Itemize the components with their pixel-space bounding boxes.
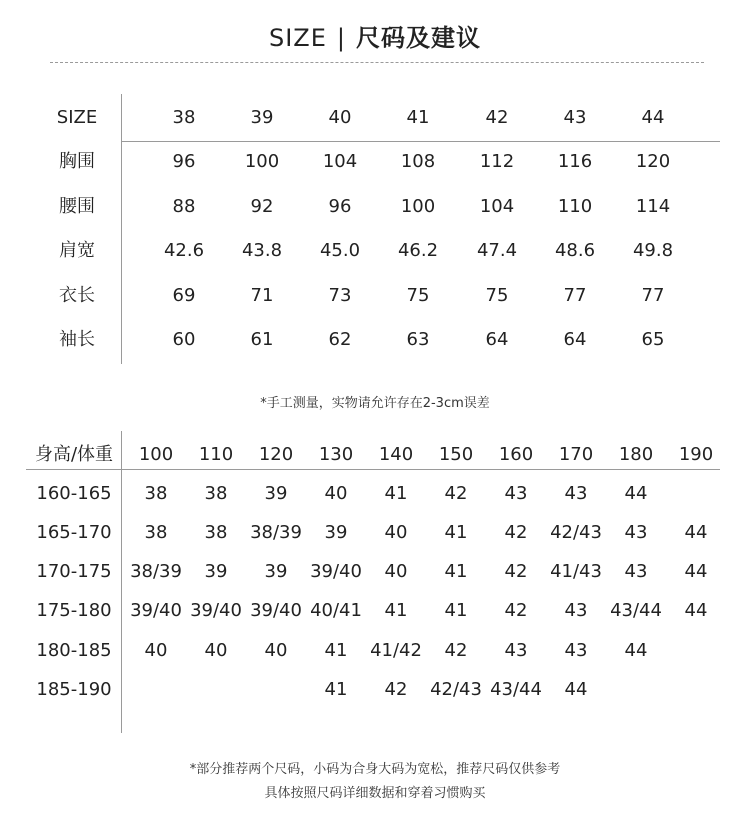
recommend-cell: 43 bbox=[564, 640, 588, 661]
size-cell: 75 bbox=[406, 285, 430, 306]
recommend-cell: 39 bbox=[324, 522, 348, 543]
recommend-cell: 44 bbox=[624, 483, 648, 504]
recommend-header-label: 身高/体重 bbox=[34, 444, 114, 465]
size-cell: 88 bbox=[172, 196, 196, 217]
recommend-header-cell: 130 bbox=[318, 444, 354, 465]
size-row-label: 袖长 bbox=[59, 329, 95, 350]
size-cell: 62 bbox=[328, 329, 352, 350]
recommend-cell: 44 bbox=[564, 679, 588, 700]
size-cell: 43.8 bbox=[241, 240, 283, 261]
recommend-header-cell: 170 bbox=[558, 444, 594, 465]
recommend-cell: 43/44 bbox=[490, 679, 542, 700]
size-cell: 49.8 bbox=[632, 240, 674, 261]
title-en: SIZE bbox=[268, 24, 327, 52]
size-header-cell: 42 bbox=[485, 107, 509, 128]
size-header-cell: 43 bbox=[563, 107, 587, 128]
recommend-cell: 43/44 bbox=[610, 600, 662, 621]
recommend-header-cell: 160 bbox=[498, 444, 534, 465]
size-cell: 75 bbox=[485, 285, 509, 306]
size-cell: 77 bbox=[641, 285, 665, 306]
size-header-cell: 39 bbox=[250, 107, 274, 128]
recommend-cell: 41/42 bbox=[370, 640, 422, 661]
recommend-cell: 40 bbox=[324, 483, 348, 504]
size-cell: 47.4 bbox=[476, 240, 518, 261]
recommend-cell: 39/40 bbox=[190, 600, 242, 621]
recommend-cell: 38 bbox=[144, 483, 168, 504]
size-header-cell: 41 bbox=[406, 107, 430, 128]
size-cell: 100 bbox=[244, 151, 280, 172]
title-divider bbox=[50, 62, 704, 63]
recommend-cell: 39/40 bbox=[250, 600, 302, 621]
recommend-cell: 39 bbox=[204, 561, 228, 582]
recommend-cell: 42 bbox=[504, 522, 528, 543]
recommend-cell: 44 bbox=[624, 640, 648, 661]
recommend-cell: 43 bbox=[504, 483, 528, 504]
recommend-row-label: 160-165 bbox=[36, 483, 112, 504]
recommend-cell: 40/41 bbox=[310, 600, 362, 621]
recommend-cell: 40 bbox=[264, 640, 288, 661]
size-cell: 120 bbox=[635, 151, 671, 172]
size-cell: 114 bbox=[635, 196, 671, 217]
size-table-vertical-divider bbox=[121, 94, 122, 364]
recommend-header-cell: 180 bbox=[618, 444, 654, 465]
size-row-label: 衣长 bbox=[59, 285, 95, 306]
recommend-cell: 38 bbox=[204, 483, 228, 504]
recommend-cell: 42 bbox=[444, 640, 468, 661]
size-cell: 69 bbox=[172, 285, 196, 306]
recommend-cell: 40 bbox=[384, 561, 408, 582]
size-cell: 61 bbox=[250, 329, 274, 350]
recommend-cell: 44 bbox=[684, 600, 708, 621]
recommend-row-label: 185-190 bbox=[36, 679, 112, 700]
recommend-cell: 43 bbox=[564, 600, 588, 621]
size-cell: 71 bbox=[250, 285, 274, 306]
recommend-cell: 38/39 bbox=[250, 522, 302, 543]
recommend-row-label: 180-185 bbox=[36, 640, 112, 661]
recommend-cell: 41 bbox=[384, 600, 408, 621]
recommend-table-header-divider bbox=[26, 469, 720, 470]
size-header-cell: 38 bbox=[172, 107, 196, 128]
size-note: *手工测量，实物请允许存在2-3cm误差 bbox=[260, 396, 490, 411]
recommend-cell: 40 bbox=[384, 522, 408, 543]
recommend-cell: 42/43 bbox=[550, 522, 602, 543]
recommend-cell: 42 bbox=[384, 679, 408, 700]
size-cell: 45.0 bbox=[319, 240, 361, 261]
size-cell: 100 bbox=[400, 196, 436, 217]
size-table-header-divider bbox=[121, 141, 720, 142]
recommend-cell: 41 bbox=[384, 483, 408, 504]
recommend-header-cell: 120 bbox=[258, 444, 294, 465]
title-separator: | bbox=[336, 24, 346, 52]
recommend-cell: 44 bbox=[684, 561, 708, 582]
size-header-cell: 40 bbox=[328, 107, 352, 128]
recommend-cell: 39/40 bbox=[130, 600, 182, 621]
recommend-cell: 41 bbox=[444, 600, 468, 621]
size-cell: 64 bbox=[563, 329, 587, 350]
size-cell: 110 bbox=[557, 196, 593, 217]
recommend-cell: 43 bbox=[624, 522, 648, 543]
size-cell: 46.2 bbox=[397, 240, 439, 261]
size-header-cell: 44 bbox=[641, 107, 665, 128]
size-cell: 42.6 bbox=[163, 240, 205, 261]
recommend-header-cell: 110 bbox=[198, 444, 234, 465]
recommend-cell: 40 bbox=[144, 640, 168, 661]
recommend-note-line2: 具体按照尺码详细数据和穿着习惯购买 bbox=[264, 786, 486, 801]
recommend-cell: 41 bbox=[324, 640, 348, 661]
recommend-header-cell: 150 bbox=[438, 444, 474, 465]
recommend-cell: 40 bbox=[204, 640, 228, 661]
recommend-cell: 42 bbox=[504, 600, 528, 621]
size-cell: 92 bbox=[250, 196, 274, 217]
recommend-header-cell: 140 bbox=[378, 444, 414, 465]
recommend-cell: 38 bbox=[204, 522, 228, 543]
recommend-header-cell: 100 bbox=[138, 444, 174, 465]
recommend-cell: 43 bbox=[564, 483, 588, 504]
recommend-cell: 43 bbox=[624, 561, 648, 582]
size-cell: 96 bbox=[328, 196, 352, 217]
recommend-row-label: 165-170 bbox=[36, 522, 112, 543]
recommend-note-line1: *部分推荐两个尺码，小码为合身大码为宽松，推荐尺码仅供参考 bbox=[189, 762, 561, 777]
recommend-header-cell: 190 bbox=[678, 444, 714, 465]
recommend-row-label: 170-175 bbox=[36, 561, 112, 582]
size-cell: 63 bbox=[406, 329, 430, 350]
title-cn: 尺码及建议 bbox=[356, 24, 481, 52]
recommend-row-label: 175-180 bbox=[36, 600, 112, 621]
size-row-label: 胸围 bbox=[59, 151, 95, 172]
recommend-cell: 43 bbox=[504, 640, 528, 661]
size-cell: 96 bbox=[172, 151, 196, 172]
recommend-cell: 39/40 bbox=[310, 561, 362, 582]
recommend-cell: 44 bbox=[684, 522, 708, 543]
size-cell: 48.6 bbox=[554, 240, 596, 261]
size-cell: 65 bbox=[641, 329, 665, 350]
size-row-label: 腰围 bbox=[59, 196, 95, 217]
size-cell: 77 bbox=[563, 285, 587, 306]
recommend-cell: 42/43 bbox=[430, 679, 482, 700]
size-header-label: SIZE bbox=[56, 107, 98, 128]
size-cell: 116 bbox=[557, 151, 593, 172]
size-row-label: 肩宽 bbox=[59, 240, 95, 261]
recommend-cell: 39 bbox=[264, 561, 288, 582]
size-cell: 104 bbox=[479, 196, 515, 217]
recommend-cell: 41 bbox=[444, 522, 468, 543]
size-cell: 73 bbox=[328, 285, 352, 306]
page-title bbox=[0, 18, 750, 53]
recommend-cell: 42 bbox=[504, 561, 528, 582]
recommend-cell: 41 bbox=[324, 679, 348, 700]
size-cell: 60 bbox=[172, 329, 196, 350]
size-cell: 112 bbox=[479, 151, 515, 172]
recommend-cell: 39 bbox=[264, 483, 288, 504]
recommend-cell: 41/43 bbox=[550, 561, 602, 582]
size-cell: 108 bbox=[400, 151, 436, 172]
recommend-cell: 41 bbox=[444, 561, 468, 582]
recommend-cell: 38 bbox=[144, 522, 168, 543]
size-cell: 64 bbox=[485, 329, 509, 350]
recommend-cell: 38/39 bbox=[130, 561, 182, 582]
size-cell: 104 bbox=[322, 151, 358, 172]
recommend-cell: 42 bbox=[444, 483, 468, 504]
